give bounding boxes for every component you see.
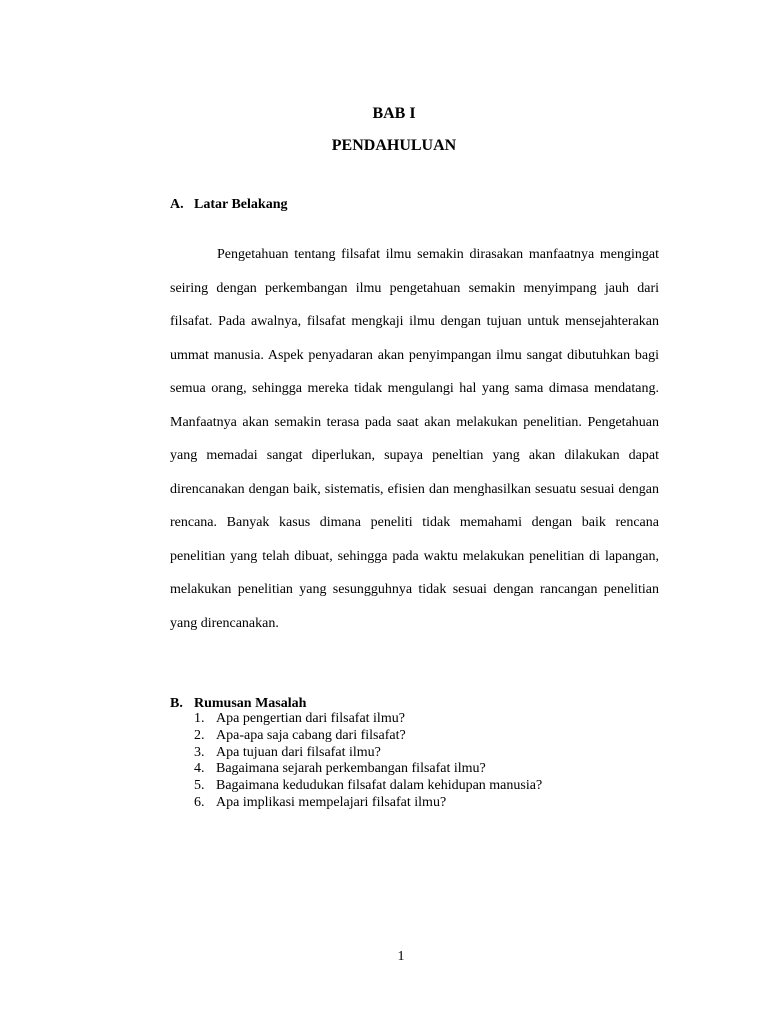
chapter-number: BAB I xyxy=(372,105,416,122)
section-a-heading xyxy=(170,196,287,214)
list-item xyxy=(170,778,542,795)
list-item-number: 4. xyxy=(194,761,205,777)
list-item-text: Apa tujuan dari filsafat ilmu? xyxy=(216,744,381,760)
page-number: 1 xyxy=(397,949,405,964)
list-item xyxy=(170,761,542,778)
section-a-title: Latar Belakang xyxy=(194,197,288,212)
problem-list xyxy=(170,711,542,812)
list-item-number: 5. xyxy=(194,778,205,794)
list-item-number: 2. xyxy=(194,727,205,743)
list-item-text: Apa-apa saja cabang dari filsafat? xyxy=(216,727,406,743)
section-b-letter: B. xyxy=(170,696,183,711)
list-item-number: 6. xyxy=(194,794,205,810)
list-item-text: Bagaimana sejarah perkembangan filsafat ilmu? xyxy=(216,761,486,777)
list-item-text: Apa pengertian dari filsafat ilmu? xyxy=(216,711,405,726)
list-item xyxy=(170,728,542,745)
list-item-text: Bagaimana kedudukan filsafat dalam kehidupan manusia? xyxy=(216,778,543,794)
section-a-letter: A. xyxy=(170,197,184,212)
list-item-text: Apa implikasi mempelajari filsafat ilmu? xyxy=(216,794,447,810)
list-item xyxy=(170,711,542,728)
list-item-number: 3. xyxy=(194,744,205,760)
list-item xyxy=(170,795,542,812)
list-item-number: 1. xyxy=(194,711,205,726)
chapter-title: PENDAHULUAN xyxy=(331,137,457,154)
section-b-title: Rumusan Masalah xyxy=(194,696,307,711)
background-paragraph: Pengetahuan tentang filsafat ilmu semakin dirasakan manfaatnya mengingat seiring dengan perkembangan ilmu pengetahuan semakin menyimpang jauh dari filsafat. Pada awalnya, filsafat mengkaji ilmu dengan tujuan untuk mensejahterakan ummat manusia. Aspek penyadaran akan penyimpangan ilmu sangat dibutuhkan bagi semua orang, sehingga mereka tidak mengulangi hal yang sama dimasa mendatang. Manfaatnya akan semakin terasa pada saat akan melakukan penelitian. Pengetahuan yang memadai sangat diperlukan, supaya peneltian yang akan dilakukan dapat direncanakan dengan baik, sistematis, efisien dan menghasilkan sesuatu sesuai dengan rencana. Banyak kasus dimana peneliti tidak memahami dengan baik rencana penelitian yang telah dibuat, sehingga pada waktu melakukan penelitian di lapangan, melakukan penelitian yang sesungguhnya tidak sesuai dengan rancangan penelitian yang direncanakan. xyxy=(170,247,659,631)
list-item xyxy=(170,745,542,762)
